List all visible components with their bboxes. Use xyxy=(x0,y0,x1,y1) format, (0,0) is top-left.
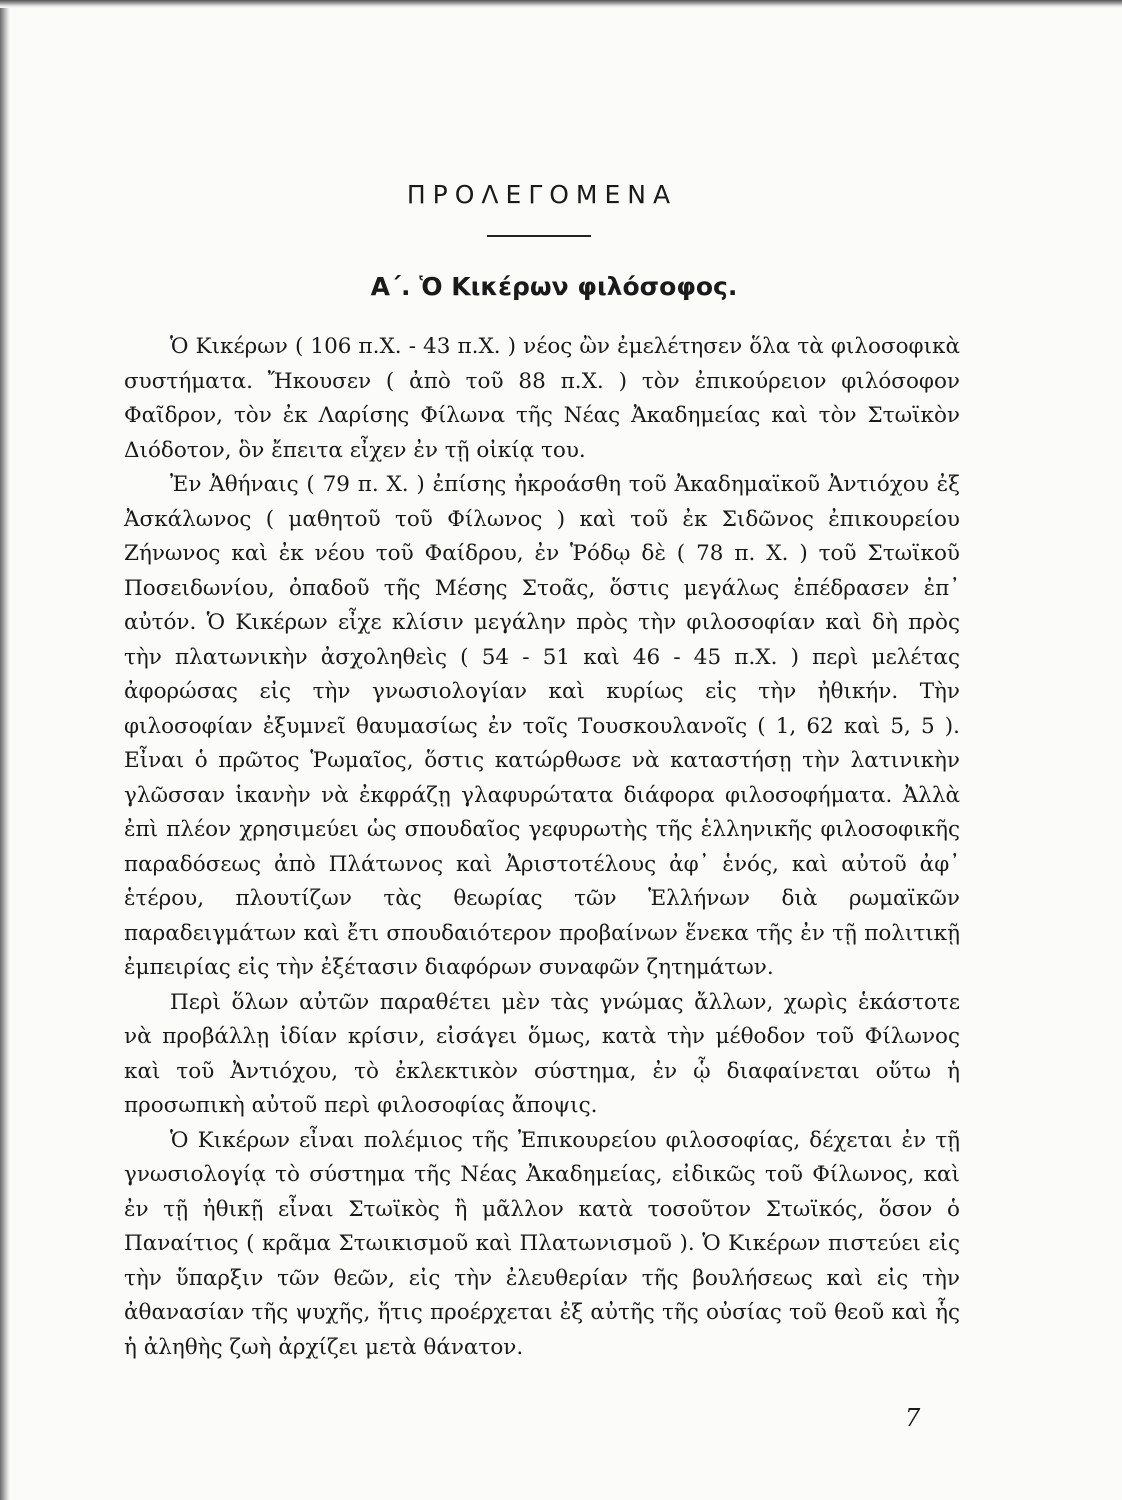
page-number: 7 xyxy=(905,1404,921,1432)
scan-left-edge xyxy=(0,0,10,1500)
body-text xyxy=(124,330,960,1365)
paragraph: Ἐν Ἀθήναις ( 79 π. Χ. ) ἐπίσης ἠκροάσθη τοῦ Ἀκαδημαϊκοῦ Ἀντιόχου ἐξ Ἀσκάλωνος ( μαθητοῦ τοῦ Φίλωνος ) καὶ τοῦ ἐκ Σιδῶνος ἐπικουρείου Ζήνωνος καὶ ἐκ νέου τοῦ Φαίδρου, ἐν Ῥόδῳ δὲ ( 78 π. Χ. ) τοῦ Στωϊκοῦ Ποσειδωνίου, ὀπαδοῦ τῆς Μέσης Στοᾶς, ὅστις μεγάλως ἐπέδρασεν ἐπ᾽ αὐτόν. Ὁ Κικέρων εἶχε κλίσιν μεγάλην πρὸς τὴν φιλοσοφίαν καὶ δὴ πρὸς τὴν πλατωνικὴν ἀσχοληθεὶς ( 54 - 51 καὶ 46 - 45 π.Χ. ) περὶ μελέτας ἀφορώσας εἰς τὴν γνωσιολογίαν καὶ κυρίως εἰς τὴν ἠθικήν. Τὴν φιλοσοφίαν ἐξυμνεῖ θαυμασίως ἐν τοῖς Τουσκουλανοῖς ( 1, 62 καὶ 5, 5 ). Εἶναι ὁ πρῶτος Ῥωμαῖος, ὅστις κατώρθωσε νὰ καταστήσῃ τὴν λατινικὴν γλῶσσαν ἱκανὴν νὰ ἐκφράζῃ γλαφυρώτατα διάφορα φιλοσοφήματα. Ἀλλὰ ἐπὶ πλέον χρησιμεύει ὡς σπουδαῖος γεφυρωτὴς τῆς ἑλληνικῆς φιλοσοφικῆς παραδόσεως ἀπὸ Πλάτωνος καὶ Ἀριστοτέλους ἀφ᾽ ἑνός, καὶ αὐτοῦ ἀφ᾽ ἑτέρου, πλουτίζων τὰς θεωρίας τῶν Ἑλλήνων διὰ ρωμαϊκῶν παραδειγμάτων καὶ ἔτι σπουδαιότερον προβαίνων ἕνεκα τῆς ἐν τῇ πολιτικῇ ἐμπειρίας εἰς τὴν ἐξέτασιν διαφόρων συναφῶν ζητημάτων. xyxy=(124,472,960,980)
paragraph: Περὶ ὅλων αὐτῶν παραθέτει μὲν τὰς γνώμας ἄλλων, χωρὶς ἑκάστοτε νὰ προβάλλῃ ἰδίαν κρίσιν, εἰσάγει ὅμως, κατὰ τὴν μέθοδον τοῦ Φίλωνος καὶ τοῦ Ἀντιόχου, τὸ ἐκλεκτικὸν σύστημα, ἐν ᾧ διαφαίνεται οὕτω ἡ προσωπικὴ αὐτοῦ περὶ φιλοσοφίας ἄποψις. xyxy=(124,989,960,1118)
paragraph: Ὁ Κικέρων εἶναι πολέμιος τῆς Ἐπικουρείου φιλοσοφίας, δέχεται ἐν τῇ γνωσιολογίᾳ τὸ σύστημα τῆς Νέας Ἀκαδημείας, εἰδικῶς τοῦ Φίλωνος, καὶ ἐν τῇ ἠθικῇ εἶναι Στωϊκὸς ἢ μᾶλλον κατὰ τοσοῦτον Στωϊκός, ὅσον ὁ Παναίτιος ( κρᾶμα Στωικισμοῦ καὶ Πλατωνισμοῦ ). Ὁ Κικέρων πιστεύει εἰς τὴν ὕπαρξιν τῶν θεῶν, εἰς τὴν ἐλευθερίαν τῆς βουλήσεως καὶ εἰς τὴν ἀθανασίαν τῆς ψυχῆς, ἥτις προέρχεται ἐξ αὐτῆς τῆς οὐσίας τοῦ θεοῦ καὶ ἧς ἡ ἀληθὴς ζωὴ ἀρχίζει μετὰ θάνατον. xyxy=(124,1127,960,1360)
scan-top-edge xyxy=(0,0,1122,8)
page-heading: ΠΡΟΛΕΓΟΜΕΝΑ xyxy=(406,180,678,209)
paragraph: Ὁ Κικέρων ( 106 π.Χ. - 43 π.Χ. ) νέος ὢν ἐμελέτησεν ὅλα τὰ φιλοσοφικὰ συστήματα. Ἤκουσεν ( ἀπὸ τοῦ 88 π.Χ. ) τὸν ἐπικούρειον φιλόσοφον Φαῖδρον, τὸν ἐκ Λαρίσης Φίλωνα τῆς Νέας Ἀκαδημείας καὶ τὸν Στωϊκὸν Διόδοτον, ὃν ἔπειτα εἶχεν ἐν τῇ οἰκίᾳ του. xyxy=(124,334,960,463)
section-title: Α΄. Ὁ Κικέρων φιλόσοφος. xyxy=(370,272,738,301)
heading-divider xyxy=(487,235,591,237)
